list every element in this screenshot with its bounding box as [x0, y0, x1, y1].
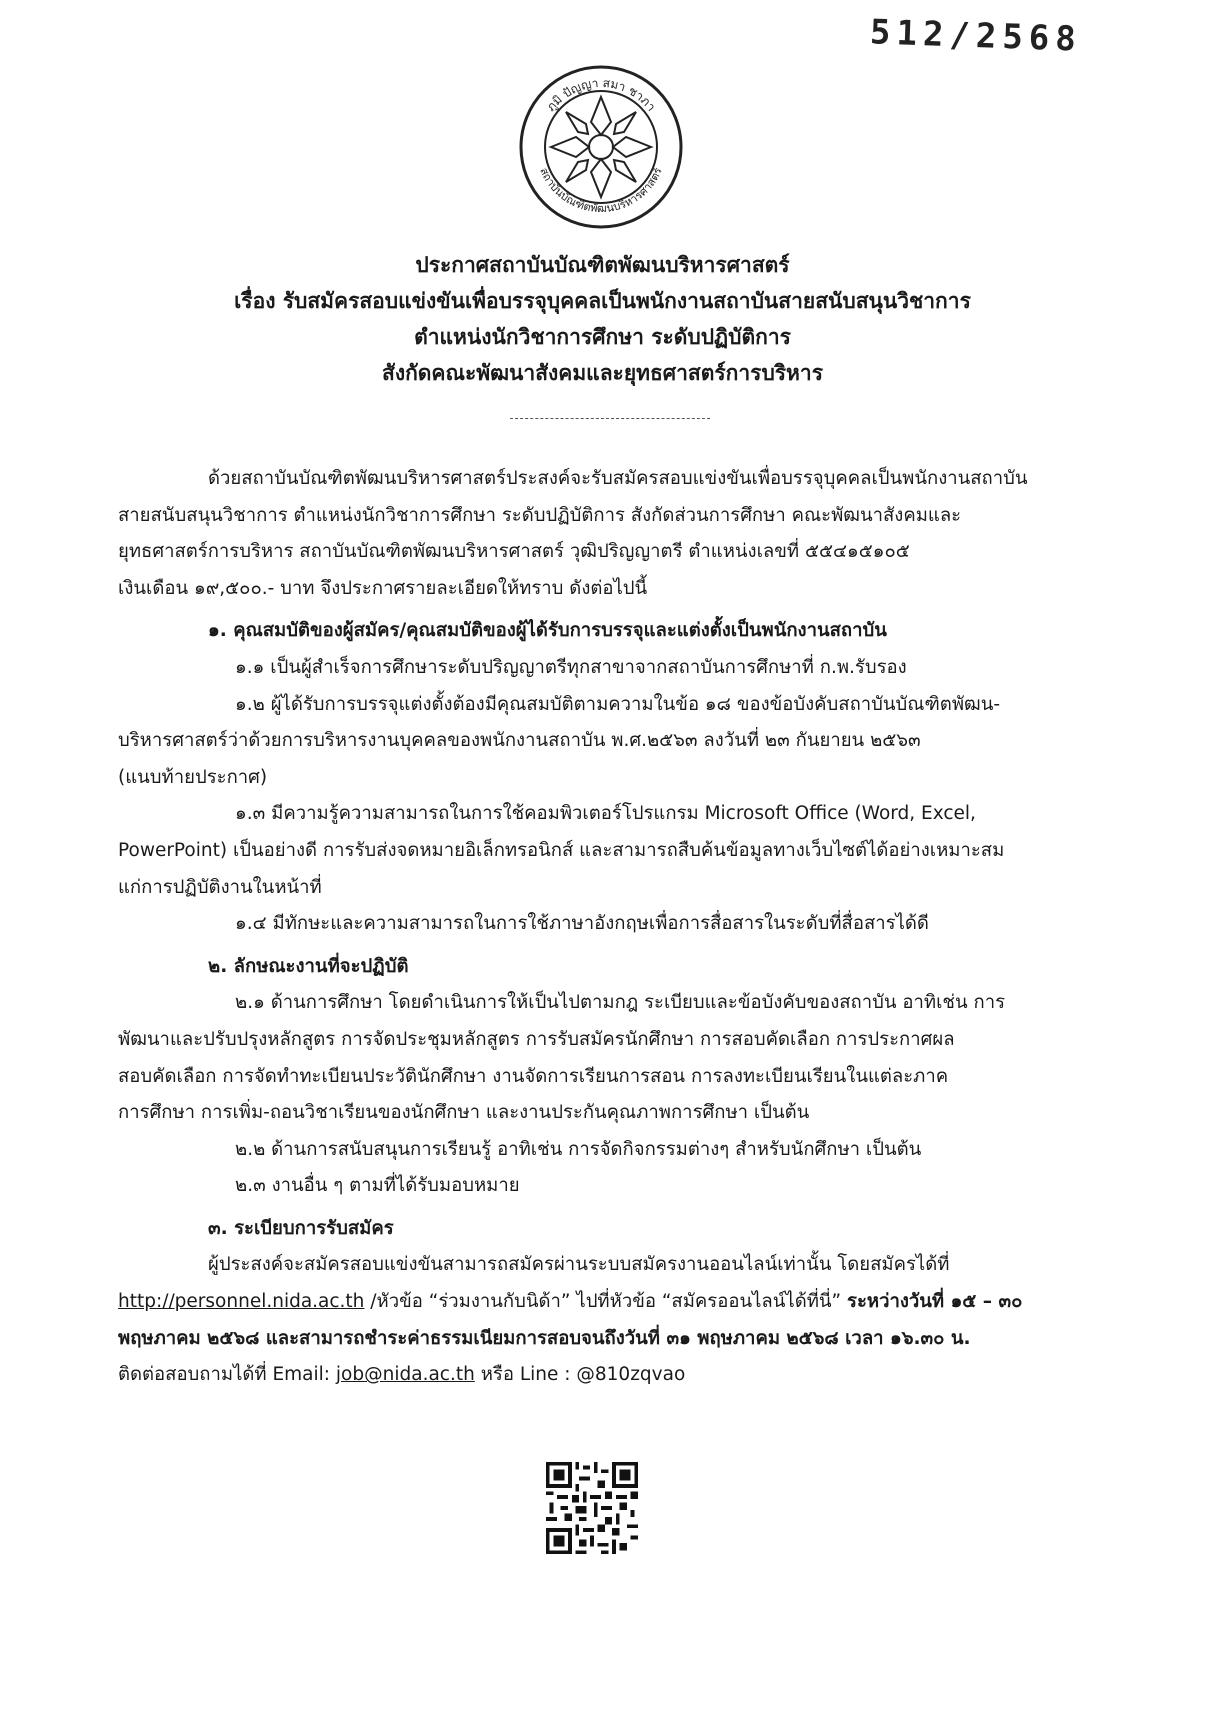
contact-line: [118, 1357, 1093, 1394]
heading-line: ประกาศสถาบันบัณฑิตพัฒนบริหารศาสตร์: [415, 253, 790, 277]
email-link[interactable]: job@nida.ac.th: [335, 1364, 475, 1386]
announcement-heading: [0, 247, 1205, 391]
intro-line: สายสนับสนุนวิชาการ ตำแหน่งนักวิชาการศึกษา ระดับปฏิบัติการ สังกัดส่วนการศึกษา คณะพัฒนาสังคมและ: [118, 504, 962, 526]
heading-divider: [510, 418, 710, 419]
section3-line: ผู้ประสงค์จะสมัครสอบแข่งขันสามารถสมัครผ่านระบบสมัครงานออนไลน์เท่านั้น โดยสมัครได้ที่: [208, 1254, 950, 1276]
section2-item: ๒.๑ ด้านการศึกษา โดยดำเนินการให้เป็นไปตามกฎ ระเบียบและข้อบังคับของสถาบัน อาทิเช่น การ: [235, 992, 1006, 1014]
section2-item-cont: การศึกษา การเพิ่ม-ถอนวิชาเรียนของนักศึกษา และงานประกันคุณภาพการศึกษา เป็นต้น: [118, 1102, 810, 1124]
section1-item-cont: บริหารศาสตร์ว่าด้วยการบริหารงานบุคคลของพนักงานสถาบัน พ.ศ.๒๕๖๓ ลงวันที่ ๒๓ กันยายน ๒๕๖๓: [118, 730, 921, 752]
intro-line: เงินเดือน ๑๙,๕๐๐.- บาท จึงประกาศรายละเอียดให้ทราบ ดังต่อไปนี้: [118, 577, 648, 599]
line-id: @810zqvao: [576, 1364, 686, 1386]
section1-item-cont: PowerPoint) เป็นอย่างดี การรับส่งจดหมายอิเล็กทรอนิกส์ และสามารถสืบค้นข้อมูลทางเว็บไซต์ได้อย่างเหมาะสม: [118, 839, 1005, 861]
institution-seal: [516, 62, 686, 232]
intro-line: ด้วยสถาบันบัณฑิตพัฒนบริหารศาสตร์ประสงค์จะรับสมัครสอบแข่งขันเพื่อบรรจุบุคคลเป็นพนักงานสถาบัน: [208, 468, 1028, 489]
heading-line: เรื่อง รับสมัครสอบแข่งขันเพื่อบรรจุบุคคลเป็นพนักงานสถาบันสายสนับสนุนวิชาการ: [234, 289, 971, 313]
section3-text: /หัวข้อ “ร่วมงานกับนิด้า” ไปที่หัวข้อ “สมัครออนไลน์ได้ที่นี่”: [364, 1291, 848, 1313]
heading-line: ตำแหน่งนักวิชาการศึกษา ระดับปฏิบัติการ: [414, 325, 791, 349]
svg-text:สถาบันบัณฑิตพัฒนบริหารศาสตร์: [537, 166, 665, 215]
section1-item-cont: แก่การปฏิบัติงานในหน้าที่: [118, 876, 322, 898]
section2-item: ๒.๒ ด้านการสนับสนุนการเรียนรู้ อาทิเช่น การจัดกิจกรรมต่างๆ สำหรับนักศึกษา เป็นต้น: [235, 1138, 922, 1160]
section2-item-cont: พัฒนาและปรับปรุงหลักสูตร การจัดประชุมหลักสูตร การรับสมัครนักศึกษา การสอบคัดเลือก การประกาศผล: [118, 1028, 955, 1050]
section2-item: ๒.๓ งานอื่น ๆ ตามที่ได้รับมอบหมาย: [235, 1175, 520, 1197]
document-number: 512/2568: [869, 12, 1083, 60]
announcement-body: [118, 461, 1093, 1394]
application-period: ระหว่างวันที่ ๑๕ – ๓๐: [847, 1291, 1023, 1313]
personnel-link[interactable]: http://personnel.nida.ac.th: [118, 1291, 365, 1313]
section3-line: [118, 1284, 1093, 1321]
section3-title: ๓. ระเบียบการรับสมัคร: [208, 1217, 394, 1239]
section1-item: ๑.๓ มีความรู้ความสามารถในการใช้คอมพิวเตอร์โปรแกรม Microsoft Office (Word, Excel,: [235, 803, 976, 825]
contact-mid: หรือ Line :: [474, 1364, 577, 1386]
seal-bottom-text: สถาบันบัณฑิตพัฒนบริหารศาสตร์: [537, 165, 665, 216]
seal-top-text: ภูมิ ปัญญา สมา ชาภา: [543, 75, 659, 114]
heading-line: สังกัดคณะพัฒนาสังคมและยุทธศาสตร์การบริหาร: [382, 361, 823, 385]
section1-item: ๑.๒ ผู้ได้รับการบรรจุแต่งตั้งต้องมีคุณสมบัติตามความในข้อ ๑๘ ของข้อบังคับสถาบันบัณฑิตพัฒน-: [235, 693, 1001, 715]
section1-item: ๑.๔ มีทักษะและความสามารถในการใช้ภาษาอังกฤษเพื่อการสื่อสารในระดับที่สื่อสารได้ดี: [235, 913, 929, 935]
payment-deadline: พฤษภาคม ๒๕๖๘ และสามารถชำระค่าธรรมเนียมการสอบจนถึงวันที่ ๓๑ พฤษภาคม ๒๕๖๘ เวลา ๑๖.๓๐ น.: [118, 1327, 971, 1349]
qr-code[interactable]: [546, 1462, 638, 1554]
section2-title: ๒. ลักษณะงานที่จะปฏิบัติ: [208, 955, 409, 977]
section2-item-cont: สอบคัดเลือก การจัดทำทะเบียนประวัตินักศึกษา งานจัดการเรียนการสอน การลงทะเบียนเรียนในแต่ละภาค: [118, 1065, 949, 1087]
section1-item: ๑.๑ เป็นผู้สำเร็จการศึกษาระดับปริญญาตรีทุกสาขาจากสถาบันการศึกษาที่ ก.พ.รับรอง: [235, 656, 907, 678]
intro-line: ยุทธศาสตร์การบริหาร สถาบันบัณฑิตพัฒนบริหารศาสตร์ วุฒิปริญญาตรี ตำแหน่งเลขที่ ๕๕๔๑๕๑๐๕: [118, 541, 910, 563]
section1-item-cont: (แนบท้ายประกาศ): [118, 766, 268, 788]
contact-prefix: ติดต่อสอบถามได้ที่ Email:: [118, 1364, 336, 1386]
section1-title: ๑. คุณสมบัติของผู้สมัคร/คุณสมบัติของผู้ได้รับการบรรจุและแต่งตั้งเป็นพนักงานสถาบัน: [208, 620, 887, 642]
